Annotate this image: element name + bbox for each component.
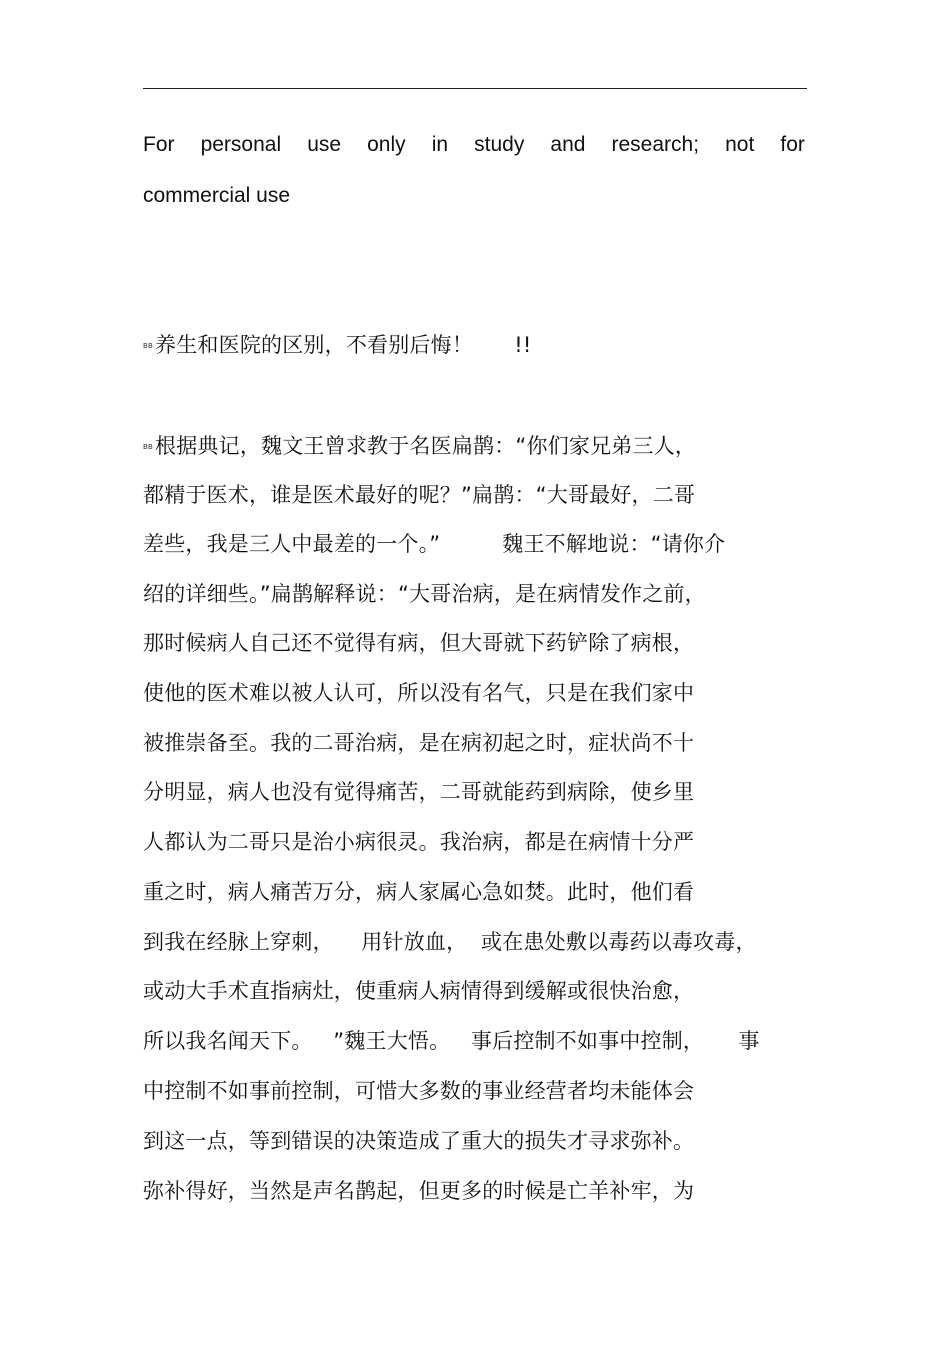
disclaimer-word: for (780, 133, 805, 156)
disclaimer-word: For (143, 133, 175, 156)
body-line-text: 根据典记，魏文王曾求教于名医扁鹊：“你们家兄弟三人， (155, 434, 697, 458)
disclaimer-word: personal (200, 133, 282, 156)
disclaimer-word: not (725, 133, 755, 156)
disclaimer-word: research; (611, 133, 700, 156)
article-title (143, 330, 532, 361)
header-rule (143, 88, 807, 89)
disclaimer-word: study (474, 133, 525, 156)
disclaimer-line-2: commercial use (143, 184, 291, 207)
disclaimer-word: use (307, 133, 342, 156)
body-line: 绍的详细些。”扁鹊解释说：“大哥治病，是在病情发作之前， (143, 582, 706, 606)
body-line: 差些，我是三人中最差的一个。” 魏王不解地说：“请你介 (143, 532, 726, 556)
body-marker: BB (143, 443, 154, 451)
body-line (143, 431, 696, 462)
body-line: 都精于医术，谁是医术最好的呢？”扁鹊：“大哥最好，二哥 (143, 483, 696, 507)
disclaimer-word: and (550, 133, 586, 156)
body-line: 弥补得好，当然是声名鹊起，但更多的时候是亡羊补牢，为 (143, 1179, 695, 1203)
disclaimer-word: in (431, 133, 449, 156)
body-line: 到我在经脉上穿刺， 用针放血， 或在患处敷以毒药以毒攻毒， (143, 930, 757, 954)
body-line: 分明显，病人也没有觉得痛苦，二哥就能药到病除，使乡里 (143, 780, 695, 804)
disclaimer-word: only (367, 133, 406, 156)
body-line: 或动大手术直指病灶，使重病人病情得到缓解或很快治愈， (143, 979, 695, 1003)
body-line: 中控制不如事前控制，可惜大多数的事业经营者均未能体会 (143, 1079, 695, 1103)
body-line: 那时候病人自己还不觉得有病，但大哥就下药铲除了病根， (143, 631, 695, 655)
disclaimer-line-1 (143, 131, 805, 159)
body-line: 所以我名闻天下。 ”魏王大悟。 事后控制不如事中控制， 事 (143, 1029, 760, 1053)
body-line: 被推崇备至。我的二哥治病，是在病初起之时，症状尚不十 (143, 731, 695, 755)
body-line: 到这一点，等到错误的决策造成了重大的损失才寻求弥补。 (143, 1129, 695, 1153)
article-title-text: 养生和医院的区别，不看别后悔！ !! (155, 333, 532, 357)
body-line: 使他的医术难以被人认可，所以没有名气，只是在我们家中 (143, 681, 695, 705)
title-marker: BB (143, 342, 154, 350)
body-line: 人都认为二哥只是治小病很灵。我治病，都是在病情十分严 (143, 830, 695, 854)
body-line: 重之时，病人痛苦万分，病人家属心急如焚。此时，他们看 (143, 880, 695, 904)
